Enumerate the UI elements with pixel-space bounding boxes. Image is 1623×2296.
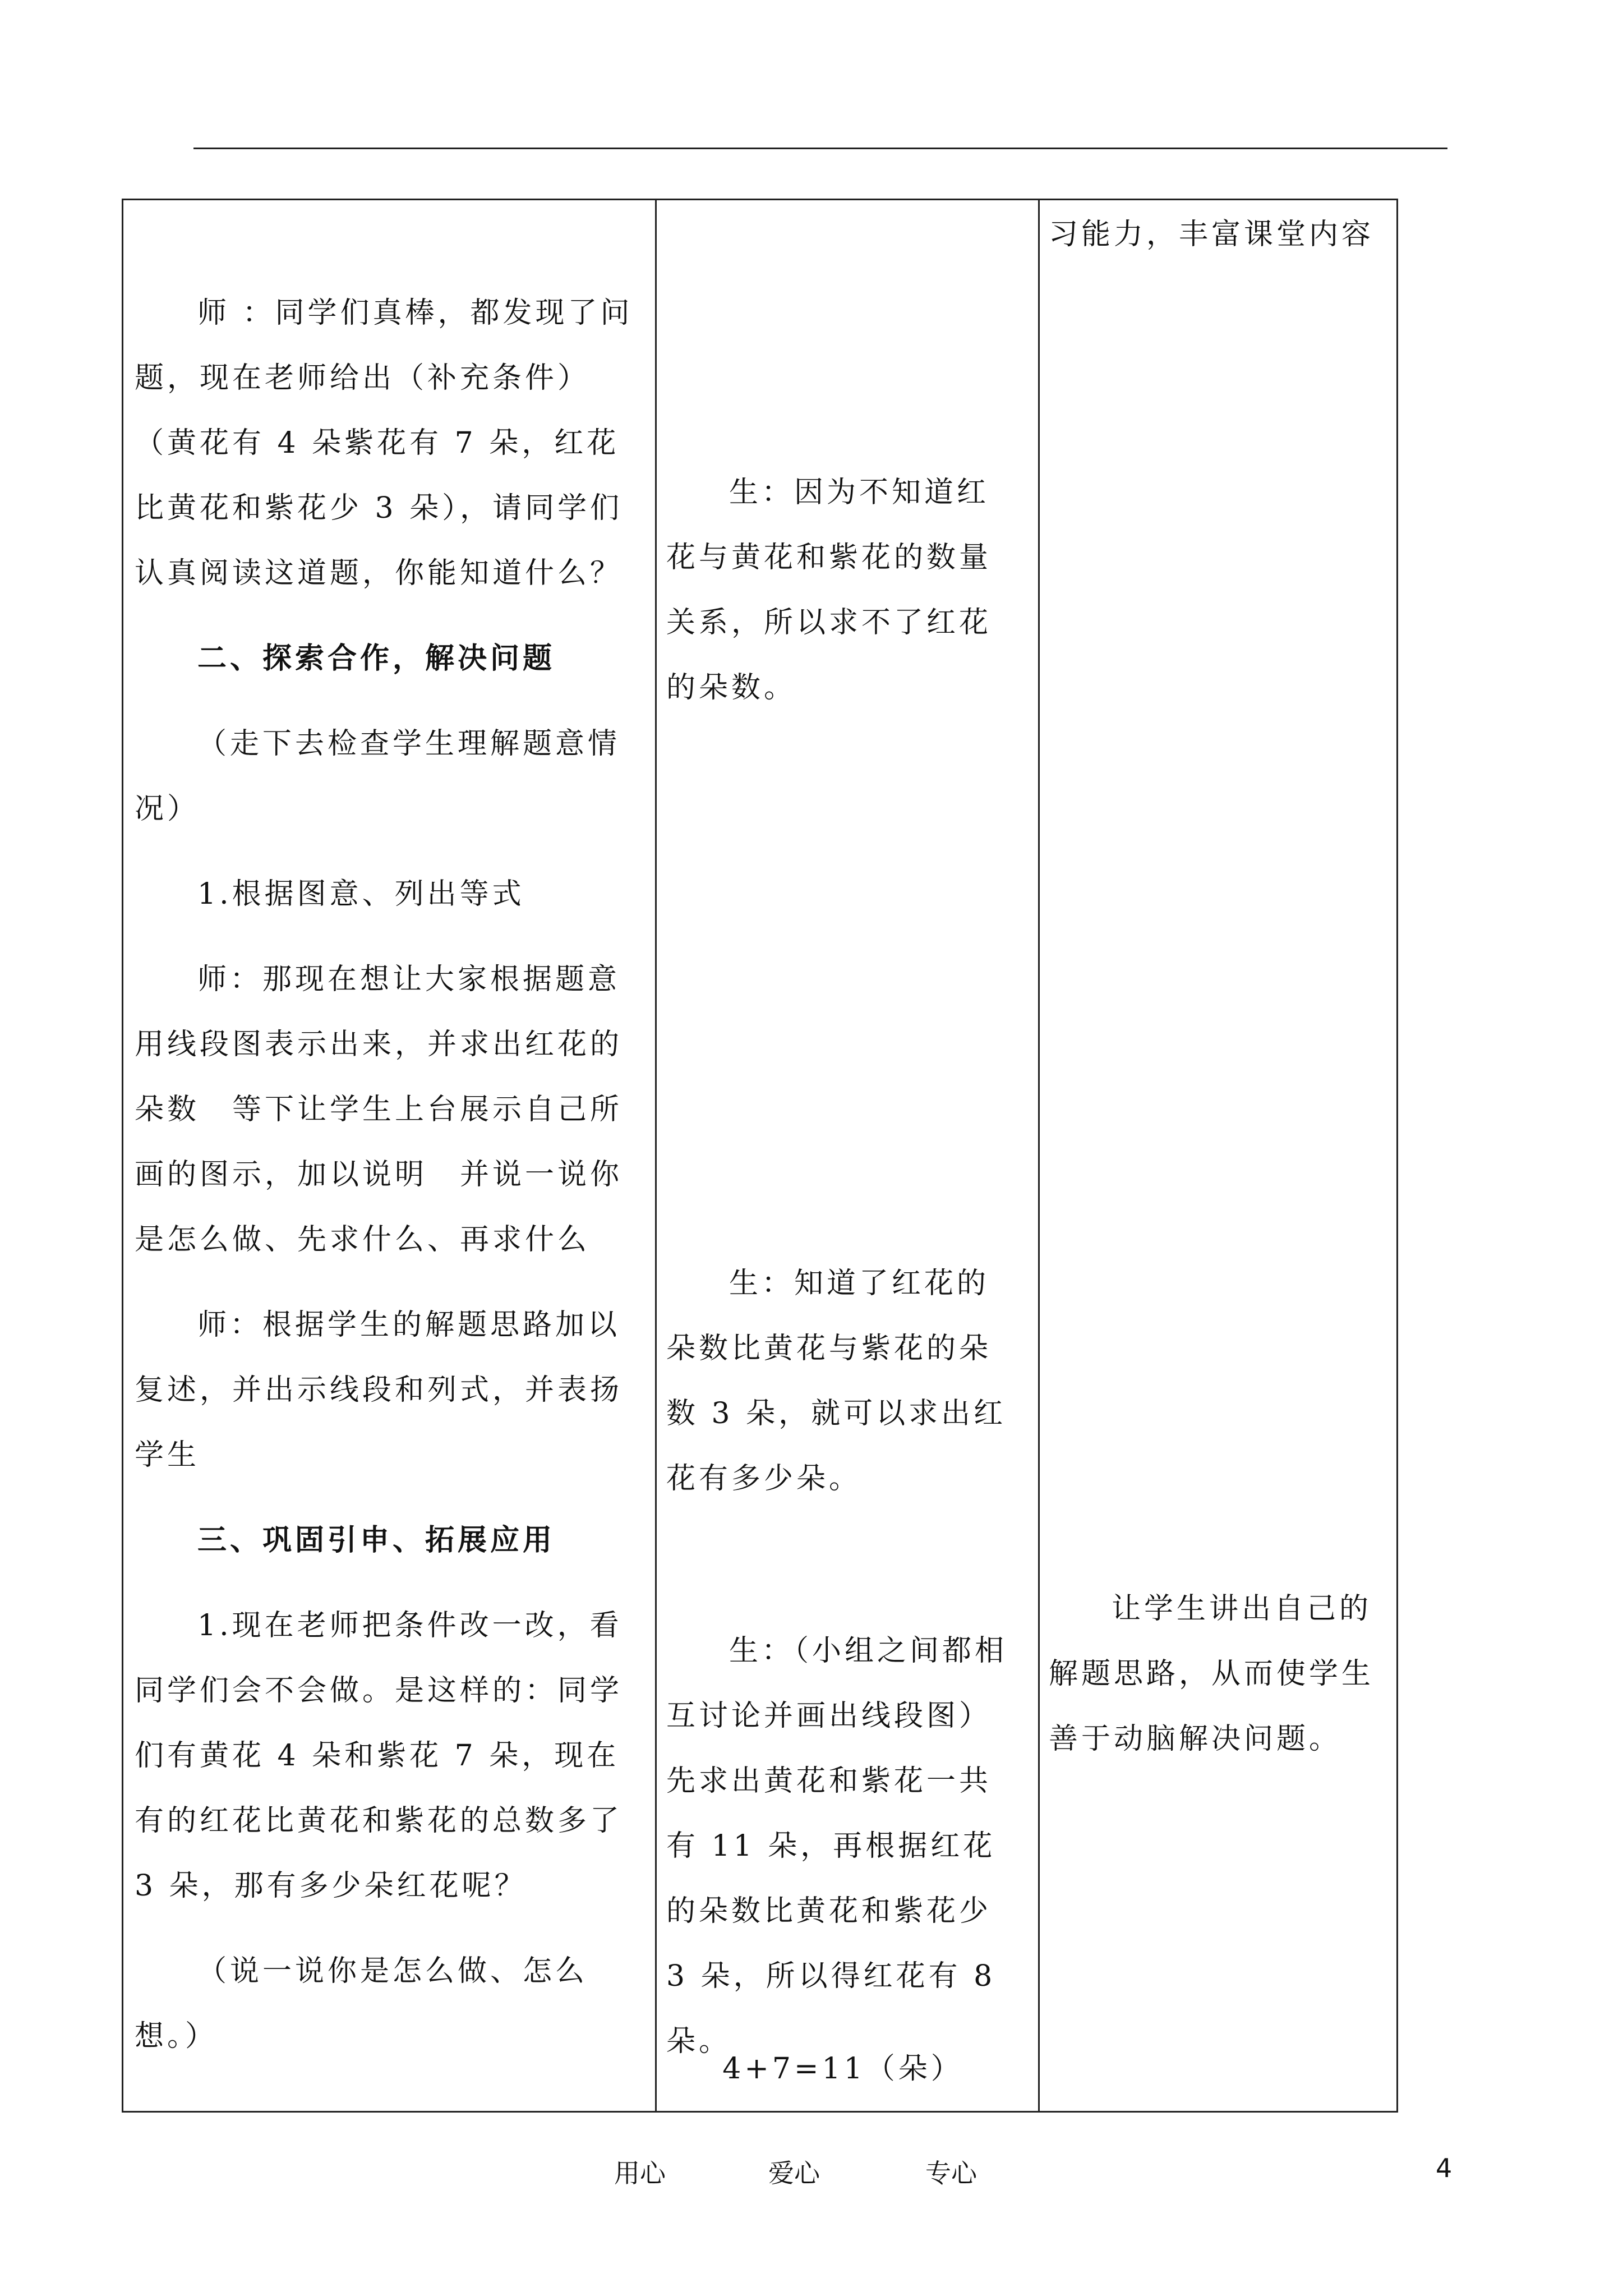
header-rule	[193, 148, 1447, 149]
teacher-paragraph-7: （说一说你是怎么做、怎么想。）	[135, 1954, 588, 2053]
section-heading-3: 三、巩固引申、拓展应用	[197, 1523, 556, 1557]
student-answer-2-text: 生：知道了红花的朵数比黄花与紫花的朵数 3 朵，就可以求出红花有多少朵。	[666, 1267, 1007, 1496]
design-note-text: 让学生讲出自己的解题思路，从而使学生善于动脑解决问题。	[1049, 1592, 1375, 1756]
teacher-column	[135, 280, 639, 2069]
teacher-paragraph-4: 师：那现在想让大家根据题意用线段图表示出来，并求出红花的朵数 等下让学生上台展示自己所画的图示，加以说明 并说一说你是怎么做、先求什么、再求什么	[135, 963, 623, 1257]
equation-text: 4+7=11（朵）	[722, 2052, 963, 2086]
section-heading-2: 二、探索合作，解决问题	[197, 641, 556, 675]
teacher-paragraph-5: 师：根据学生的解题思路加以复述，并出示线段和列式，并表扬学生	[135, 1308, 623, 1472]
student-answer-1	[666, 460, 1020, 720]
student-answer-3	[666, 1618, 1020, 2074]
footer-word-2: 爱心	[768, 2158, 820, 2188]
design-note-top-text: 习能力，丰富课堂内容	[1049, 218, 1375, 251]
footer-word-3: 专心	[925, 2158, 977, 2188]
teacher-paragraph-3: 1.根据图意、列出等式	[197, 877, 525, 911]
teacher-paragraph-1: 师 ：同学们真棒，都发现了问题，现在老师给出（补充条件）（黄花有 4 朵紫花有 7 朵，红花比黄花和紫花少 3 朵），请同学们认真阅读这道题，你能知道什么？	[135, 296, 633, 590]
column-divider-1	[655, 199, 657, 2113]
teacher-paragraph-6: 1.现在老师把条件改一改，看同学们会不会做。是这样的：同学们有黄花 4 朵和紫花 7 朵，现在有的红花比黄花和紫花的总数多了 3 朵，那有多少朵红花呢？	[135, 1609, 623, 1903]
footer-word-1: 用心	[614, 2158, 666, 2188]
column-divider-2	[1038, 199, 1040, 2113]
student-answer-3-text: 生：（小组之间都相互讨论并画出线段图）先求出黄花和紫花一共有 11 朵，再根据红花的朵数比黄花和紫花少 3 朵，所以得红花有 8 朵。	[666, 1634, 1008, 2058]
design-note-top	[1049, 202, 1388, 267]
equation	[666, 2036, 1020, 2101]
student-answer-1-text: 生：因为不知道红花与黄花和紫花的数量关系，所以求不了红花的朵数。	[666, 476, 992, 705]
design-note	[1049, 1576, 1388, 1772]
page-number: 4	[1436, 2153, 1453, 2183]
student-answer-2	[666, 1251, 1020, 1511]
teacher-paragraph-2: （走下去检查学生理解题意情况）	[135, 727, 621, 826]
